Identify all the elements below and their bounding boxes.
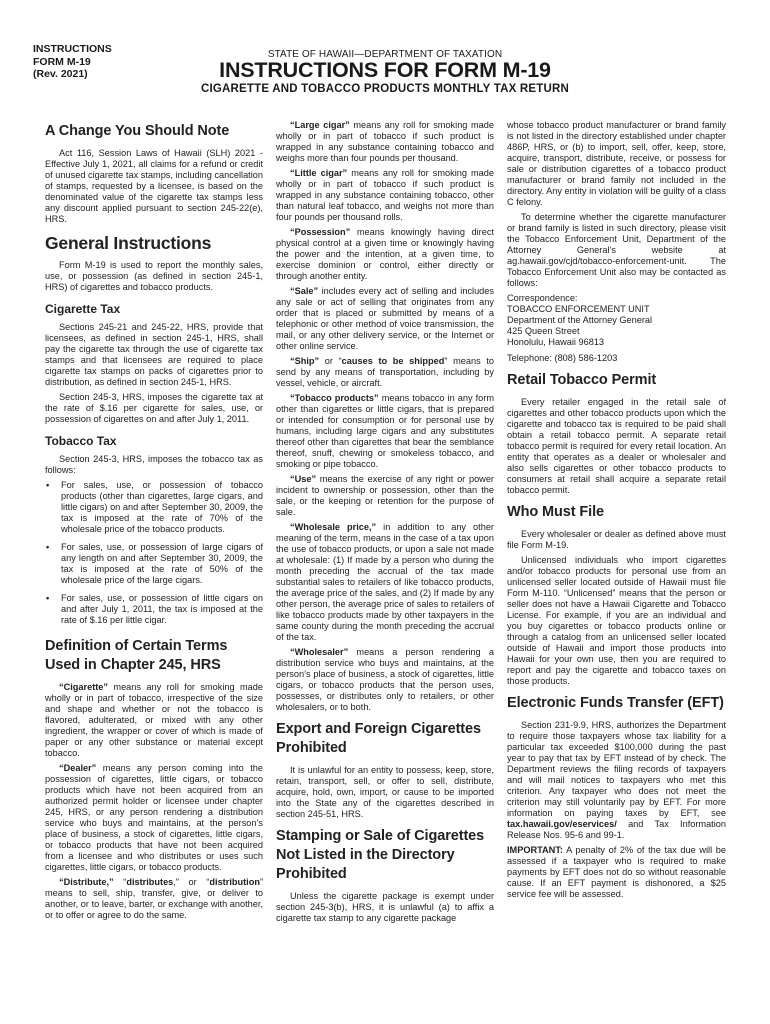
column-left <box>45 120 263 925</box>
form-id-line: FORM M-19 <box>33 55 91 68</box>
definition-text: means any roll for smoking made wholly or in part of tobacco, irrespective of the size and shape and whether or not the tobacco is flavored, adulterated, or mixed with any other ingredient, the wrapper or cover of which is made of paper or any other substance or material except tobacco. <box>45 682 263 758</box>
paragraph-who-must-file-1: Every wholesaler or dealer as defined above must file Form M-19. <box>507 529 726 550</box>
address-line: Department of the Attorney General <box>507 315 653 325</box>
heading-export-foreign: Export and Foreign Cigarettes Prohibited <box>276 721 481 756</box>
address-line: 425 Queen Street <box>507 326 580 336</box>
paragraph-general-instructions: Form M-19 is used to report the monthly sales, use, or possession (as defined in section 245-1, HRS) of cigarettes and tobacco products. <box>45 260 263 292</box>
definition-text: in addition to any other meaning of the term, means in the case of a tax upon the use of tobacco products, or upon a sale not made at wholesale: (1) If made by a person who during the month preceding the accrual of the tax made substantial sales to retailers of like tobacco products, the average price of the sales, and (2) If made by any other person, the average price of sales to retailers of like tobacco products made by other taxpayers in the same county during the month preceding the accrual of the tax. <box>276 522 494 642</box>
paragraph-cigarette-tax-1: Sections 245-21 and 245-22, HRS, provide that licensees, as defined in section 245-1, HRS, shall pay the cigarette tax through the use of cigarette tax stamps and that licensees are required to place cigarette tax stamps on packs of cigarettes prior to distribution, as defined in section 245-1, HRS. <box>45 322 263 387</box>
paragraph-who-must-file-2: Unlicensed individuals who import cigarettes and/or tobacco products for personal use from an unlicensed seller located outside of Hawaii must file Form M-110. “Unlicensed” means that the person or seller does not have a Hawaii Cigarette and Tobacco License. For example, if you are an individual and you buy cigarettes or tobacco products online or through a catalog from an unlicensed seller located outside of Hawaii and import those products into Hawaii for your own use, then you are required to report and pay the cigarette and tobacco taxes on those products. <box>507 555 726 686</box>
heading-general-instructions: General Instructions <box>45 233 212 253</box>
definition-text: ” means to send by any means of transportation, including by vessel, vehicle, or aircraft. <box>276 356 494 388</box>
form-id-line: (Rev. 2021) <box>33 68 88 80</box>
definition-text: means any roll for smoking made wholly or in part of tobacco if such product is wrapped in any substance containing tobacco, other than natural leaf tobacco, and weighs not more than four pounds per thousand rolls. <box>276 168 495 222</box>
definition-little-cigar <box>276 168 494 223</box>
bullet-dot: • <box>46 480 50 490</box>
definition-cigarette <box>45 682 263 759</box>
definition-ship <box>276 356 494 389</box>
definition-distribute <box>45 877 263 921</box>
separator: or “ <box>319 356 342 366</box>
term: “Possession” <box>290 227 351 237</box>
heading-cigarette-tax: Cigarette Tax <box>45 302 121 316</box>
list-item-text: For sales, use, or possession of little cigars on and after July 1, 2011, the tax is imposed at the rate of $.16 per little cigar. <box>61 593 263 625</box>
important-label: IMPORTANT: <box>507 845 563 855</box>
term: distribution <box>209 877 260 887</box>
definition-text: means any person coming into the possession of cigarettes, little cigars, or tobacco products which have not been acquired from an authorized permit holder or licensee under chapter 245, HRS, or any person rendering a distribution service who buys and maintains, at the person’s place of business, a stock of cigarettes, little cigars, or tobacco products that have not been acquired from a licensee and who distributes or uses such cigarettes, little cigars, or tobacco products. <box>45 763 263 872</box>
definition-text: means knowingly having direct physical control at a given time or knowingly having the power and the intention, at a given time, to exercise dominion or control, either directly or through another entity. <box>276 227 494 281</box>
correspondence-address <box>507 293 726 348</box>
paragraph-stamping: Unless the cigarette package is exempt under section 245-3(b), HRS, it is unlawful (a) to affix a cigarette tax stamp to any cigarette package <box>276 891 494 923</box>
list-item-text: For sales, use, or possession of large cigars of any length on and after September 30, 2009, the tax is imposed at the rate of 50% of the wholesale price of the large cigars. <box>61 542 263 585</box>
definition-wholesaler <box>276 647 494 713</box>
heading-tobacco-tax: Tobacco Tax <box>45 434 117 448</box>
definition-use <box>276 474 494 518</box>
term: “Ship” <box>290 356 320 366</box>
definition-text: means tobacco in any form other than cigarettes or little cigars, that is prepared or intended for consumption or for personal use by humans, including large cigars and any substitutes thereof other than cigarettes that bear the semblance thereof, snuff, chewing or smokeless tobacco, and smoking or pipe tobacco. <box>276 393 494 469</box>
paragraph-cigarette-tax-2: Section 245-3, HRS, imposes the cigarette tax at the rate of $.16 per cigarette for sales, use, or possession of cigarettes on and after July 1, 2011. <box>45 392 263 424</box>
term: “Large cigar” <box>290 120 350 130</box>
telephone-number: Telephone: (808) 586-1203 <box>507 353 618 363</box>
definition-wholesale-price <box>276 522 494 643</box>
bullet-dot: • <box>46 542 50 552</box>
heading-eft: Electronic Funds Transfer (EFT) <box>507 695 724 711</box>
heading-retail-permit: Retail Tobacco Permit <box>507 372 657 388</box>
paragraph-important <box>507 845 726 900</box>
heading-who-must-file: Who Must File <box>507 504 604 520</box>
list-item <box>45 542 263 586</box>
term: “Distribute,” <box>59 877 114 887</box>
term: “Wholesale price,” <box>290 522 377 532</box>
list-item-text: For sales, use, or possession of tobacco products (other than cigarettes, large cigars, and little cigars) on and after September 30, 2009, the tax is imposed at the rate of 70% of the wholesale price of the tobacco products. <box>61 480 263 534</box>
eservices-link[interactable]: tax.hawaii.gov/eservices/ <box>507 819 617 829</box>
term: “Little cigar” <box>290 168 348 178</box>
important-text: A penalty of 2% of the tax due will be assessed if a taxpayer who is required to make payments by EFT does not do so without reasonable cause. If an EFT payment is dishonored, a $25 service fee will be assessed. <box>507 845 726 899</box>
term: distributes <box>126 877 174 887</box>
column-right <box>507 120 726 904</box>
paragraph-eft <box>507 720 726 841</box>
definition-dealer <box>45 763 263 873</box>
paragraph-directory-lookup: To determine whether the cigarette manufacturer or brand family is listed in such directory, please visit the Tobacco Enforcement Unit, Department of the Attorney General’s website at ag.hawaii.gov/cjd/tobacco-enforcement-unit. The Tobacco Enforcement Unit also may be contacted as follows: <box>507 212 726 288</box>
column-middle <box>276 120 494 928</box>
term: “Dealer” <box>59 763 97 773</box>
definition-text: means any roll for smoking made wholly or in part of tobacco if such product is wrapped in any substance containing tobacco and weighs more than four pounds per thousand. <box>276 120 495 163</box>
address-line: TOBACCO ENFORCEMENT UNIT <box>507 304 650 314</box>
definition-text: includes every act of selling and includes any sale or act of selling that originates from any order that is placed or submitted by means of a telephonic or other method of voice transmission, the mail, or any other delivery service, or the Internet or other online service. <box>276 286 494 351</box>
correspondence-label: Correspondence: <box>507 293 578 303</box>
bullet-dot: • <box>46 593 50 603</box>
page-title: INSTRUCTIONS FOR FORM M-19 <box>219 58 551 82</box>
tobacco-tax-list <box>45 480 263 626</box>
term: “Wholesaler” <box>290 647 349 657</box>
paragraph-retail-permit: Every retailer engaged in the retail sale of cigarettes and other tobacco products upon which the cigarette and tobacco tax is required to be paid shall obtain a retail tobacco permit. A separate retail tobacco permit is required for every retail location. An entity that operates as a dealer or wholesaler and also sells cigarettes or other tobacco products to consumers at retail shall acquire a separate retail tobacco permit. <box>507 397 726 495</box>
page-subtitle: CIGARETTE AND TOBACCO PRODUCTS MONTHLY TAX RETURN <box>200 83 569 95</box>
separator: “ <box>113 877 127 887</box>
list-item <box>45 480 263 535</box>
definition-text: ” means to sell, ship, transfer, give, or deliver to another, or to leave, barter, or exchange with another, or to offer or agree to do the same. <box>45 877 263 920</box>
address-line: Honolulu, Hawaii 96813 <box>507 337 605 347</box>
definition-text: means a person rendering a distribution service who buys and maintains, at the person’s place of business, a stock of cigarettes, little cigars, or tobacco products that the person uses, possesses, or distributes only to retailers, or other wholesalers, or to both. <box>276 647 494 712</box>
list-item <box>45 593 263 626</box>
paragraph-export-foreign: It is unlawful for an entity to possess, keep, store, retain, transport, sell, or offer to sell, distribute, acquire, hold, own, import, or cause to be imported into the State any of the cigarettes described in section 245-51, HRS. <box>276 765 494 819</box>
definition-text: means the exercise of any right or power incident to ownership or possession, other than the sale, or the keeping or retention for the purpose of sale. <box>276 474 494 517</box>
definition-possession <box>276 227 494 282</box>
term: “Sale” <box>290 286 319 296</box>
heading-stamping: Stamping or Sale of Cigarettes Not Listed in the Directory Prohibited <box>276 828 485 882</box>
heading-definitions: Definition of Certain Terms Used in Chapter 245, HRS <box>45 638 228 673</box>
term: causes to be shipped <box>341 356 445 366</box>
definition-sale <box>276 286 494 352</box>
agency-line: STATE OF HAWAII—DEPARTMENT OF TAXATION <box>267 49 503 60</box>
term: “Use” <box>290 474 317 484</box>
definition-tobacco-products <box>276 393 494 470</box>
separator: ,” or “ <box>173 877 210 887</box>
definition-large-cigar <box>276 120 494 164</box>
heading-change-note: A Change You Should Note <box>45 123 230 139</box>
paragraph-change-note: Act 116, Session Laws of Hawaii (SLH) 2021 - Effective July 1, 2021, all claims for a refund or credit of unused cigarette tax stamps, including cancellation of stamps, requested by a licensee, is based on the denominated value of the cigarette tax stamps less any discount applied pursuant to section 245-22(e), HRS. <box>45 148 263 224</box>
eft-text: Section 231-9.9, HRS, authorizes the Department to require those taxpayers whose tax liability for a particular tax exceeded $100,000 during the past year to pay that tax by EFT instead of by check. The Department reviews the filing records of taxpayers and will mail notices to taxpayers who met this criterion. Any taxpayer who does not meet the criterion may still voluntarily pay by EFT. For more information on paying taxes by EFT, see <box>507 720 726 818</box>
term: “Tobacco products” <box>290 393 379 403</box>
term: “Cigarette” <box>59 682 109 692</box>
paragraph-stamping-continued: whose tobacco product manufacturer or brand family is not listed in the directory established under chapter 486P, HRS, or (b) to import, sell, offer, keep, store, acquire, transport, distribute, receive, or possess for sale or distribution cigarettes of a tobacco product manufacturer or brand family not included in the directory. Any entity in violation will be guilty of a class C felony. <box>507 120 726 207</box>
form-id-line: INSTRUCTIONS <box>33 43 112 55</box>
paragraph-tobacco-tax: Section 245-3, HRS, imposes the tobacco tax as follows: <box>45 454 263 475</box>
eft-text: and Tax Information Release Nos. 95-6 and 99-1. <box>507 819 726 840</box>
